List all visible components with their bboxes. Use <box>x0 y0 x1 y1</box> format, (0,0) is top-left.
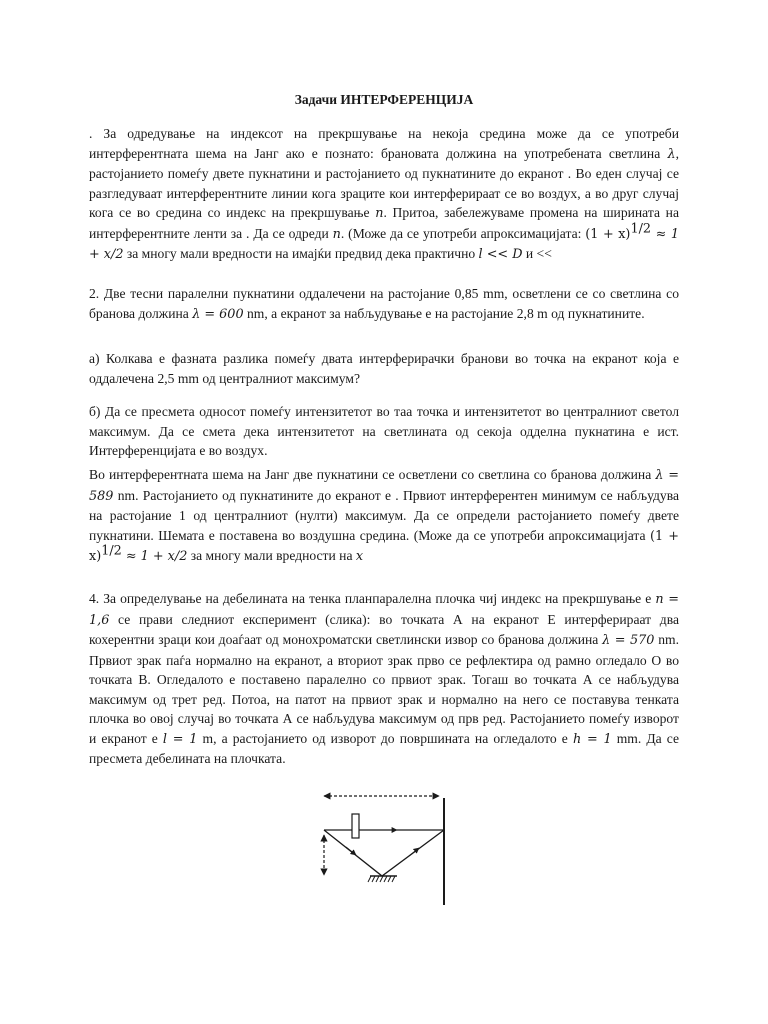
problem-2b: б) Да се пресмета односот помеѓу интензитетот во таа точка и интензитетот во централниот светол максимум. Да се смета дека интензитетот на светлината од секоја одделна пукнатина е ист. Интерференцијата е во воздух. <box>89 404 679 458</box>
text: nm, а екранот за набљудување е на растојание 2,8 m од пукнатините. <box>243 305 645 321</box>
reflected-ray <box>324 830 444 876</box>
text: nm. Првиот зрак паѓа нормално на екранот, а вториот зрак прво се рефлектира од рамно огледало О во точката В. Огледалото е поставено паралелно со првиот зрак. Тогаш во точката А се набљудува максимум од трет ред. Потоа, на патот на првиот зрак и нормално на него се поставува тенката плочка во овој случај во точката А се набљудува максимум од прв ред. Растојанието помеѓу изворот и екранот е <box>89 632 679 746</box>
problem-2a: а) Колкава е фазната разлика помеѓу двата интерферирачки бранови во точка на екранот која е оддалечена 2,5 mm од централниот максимум? <box>89 351 679 386</box>
formula: n <box>332 226 341 242</box>
reflected-ray-arrow <box>409 848 419 856</box>
formula-exponent: 1/2 <box>630 220 652 236</box>
problem-4 <box>89 589 679 769</box>
formula: n = 1,6 <box>89 592 679 628</box>
text: и << <box>522 246 552 261</box>
text: се прави следниот експеримент (слика): во точката А на екранот Е интерферираат два кохерентни зраци кои доаѓаат од монохроматски светлински извор со бранова должина <box>89 611 679 647</box>
formula: l = 1 <box>162 731 198 747</box>
incident-ray-arrow <box>346 847 356 855</box>
text: mm. Да се пресмета дебелината на плочката. <box>89 730 679 766</box>
thin-plate <box>352 814 359 838</box>
text: 2. Две тесни паралелни пукнатини оддалечени на растојание 0,85 mm, осветлени се со светлина со бранова должина <box>89 286 679 321</box>
document-page <box>89 0 679 1024</box>
text: m, а растојанието од изворот до површината на огледалото е <box>197 730 573 746</box>
formula: λ = 570 <box>602 633 655 648</box>
formula: n <box>375 206 384 221</box>
page-title: Задачи ИНТЕРФЕРЕНЦИЈА <box>294 92 474 107</box>
text: , растојанието помеѓу двете пукнатини и растојанието од пукнатините до екранот . Во еден случај се разгледуваат интерферентните линии кога зраците кои интерферираат се во воздух, а во друг случај кога се во средина со индекс на прекршување <box>89 145 679 220</box>
formula: λ = 589 <box>89 468 679 504</box>
text: . Притоа, забележуваме промена на ширината на интерферентните ленти за . Да се одреди <box>89 205 679 241</box>
text: nm. Растојанието од пукнатините до екранот е . Првиот интерферентен минимум се набљудува на растојание 1 од централниот (нулти) максимум. Да се определи растојанието помеѓу двете пукнатини. Шемата е поставена во воздушна средина. (Може да се употреби апроксимацијата <box>89 487 679 543</box>
interference-setup-diagram <box>315 786 445 911</box>
formula-exponent: 1/2 <box>101 543 122 559</box>
formula: l << D <box>478 247 523 262</box>
problem-2 <box>89 284 679 324</box>
problem-3 <box>89 465 679 567</box>
text: . (Може да се употреби апроксимацијата: <box>340 225 586 241</box>
problem-1 <box>89 124 679 265</box>
mirror-hatching <box>368 876 395 882</box>
formula: ≈ 1 + x/2 <box>89 226 679 262</box>
text: за многу мали вредности на имајќи предвид дека практично <box>123 246 479 261</box>
formula: λ <box>667 146 676 162</box>
formula: λ = 600 <box>192 306 244 322</box>
formula: h = 1 <box>572 731 612 747</box>
formula: ≈ 1 + x/2 <box>121 549 188 564</box>
formula: (1 + x) <box>89 528 679 564</box>
text: 4. За определување на дебелината на тенка планпаралелна плочка чиј индекс на прекршување е <box>89 591 656 606</box>
formula: x <box>355 549 364 564</box>
formula: (1 + x) <box>585 226 631 242</box>
text: Во интерферентната шема на Јанг две пукнатини се осветлени со светлина со бранова должина <box>89 467 656 482</box>
text: . За одредување на индексот на прекршување на некоја средина може да се употреби интерферентната шема на Јанг ако е познато: брановата должина на употребената светлина <box>89 126 679 161</box>
text: за многу мали вредности на <box>187 548 356 563</box>
